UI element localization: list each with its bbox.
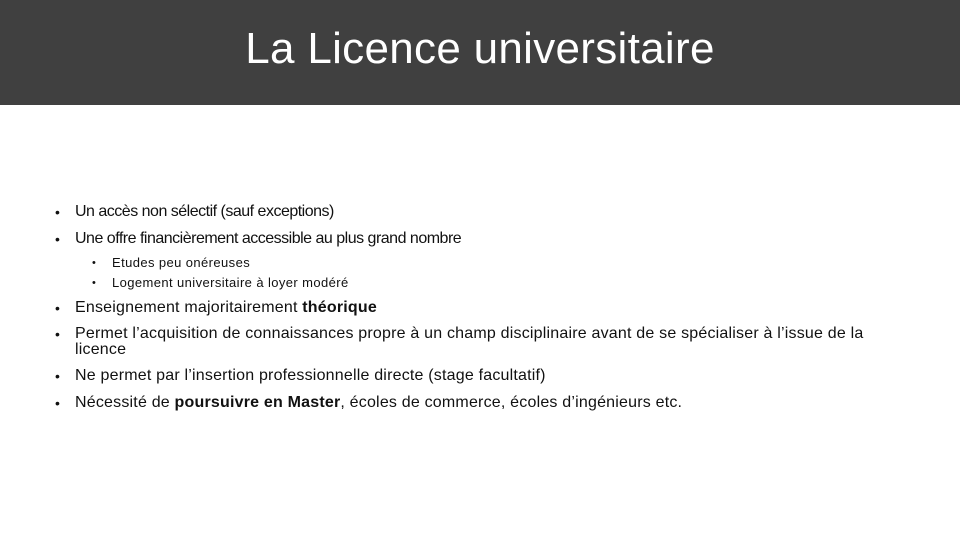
bullet-text: Ne permet par l’insertion professionnelle directe (stage facultatif)	[75, 367, 546, 384]
bullet-text: , écoles de commerce, écoles d’ingénieurs etc.	[340, 394, 683, 411]
bullet-item-master	[55, 394, 915, 412]
bullet-text: Un accès non sélectif (sauf exceptions)	[75, 203, 334, 220]
slide-content	[55, 203, 915, 421]
sub-bullet-text: Logement universitaire à loyer modéré	[112, 275, 349, 290]
sub-bullet-list	[92, 253, 915, 293]
bullet-item-knowledge	[55, 326, 915, 358]
bullet-item-access	[55, 203, 915, 221]
bullet-text: Nécessité de	[75, 394, 175, 411]
bullet-item-insertion	[55, 367, 915, 385]
bullet-bold-text: théorique	[302, 299, 377, 316]
bullet-text: Enseignement majoritairement	[75, 299, 303, 316]
title-bar	[0, 0, 960, 105]
sub-bullet-item-housing	[92, 273, 915, 293]
bullet-text: Permet l’acquisition de connaissances propre à un champ disciplinaire avant de se spécialiser à l’issue de la licence	[75, 325, 864, 358]
bullet-text: Une offre financièrement accessible au plus grand nombre	[75, 230, 462, 247]
bullet-bold-text: poursuivre en Master	[174, 394, 341, 411]
sub-bullet-text: Etudes peu onéreuses	[112, 255, 251, 270]
bullet-item-affordable	[55, 230, 915, 248]
sub-bullet-item-studies	[92, 253, 915, 273]
bullet-list	[55, 203, 915, 248]
bullet-list-2	[55, 299, 915, 412]
bullet-item-theory	[55, 299, 915, 317]
slide-title: La Licence universitaire	[245, 24, 715, 73]
